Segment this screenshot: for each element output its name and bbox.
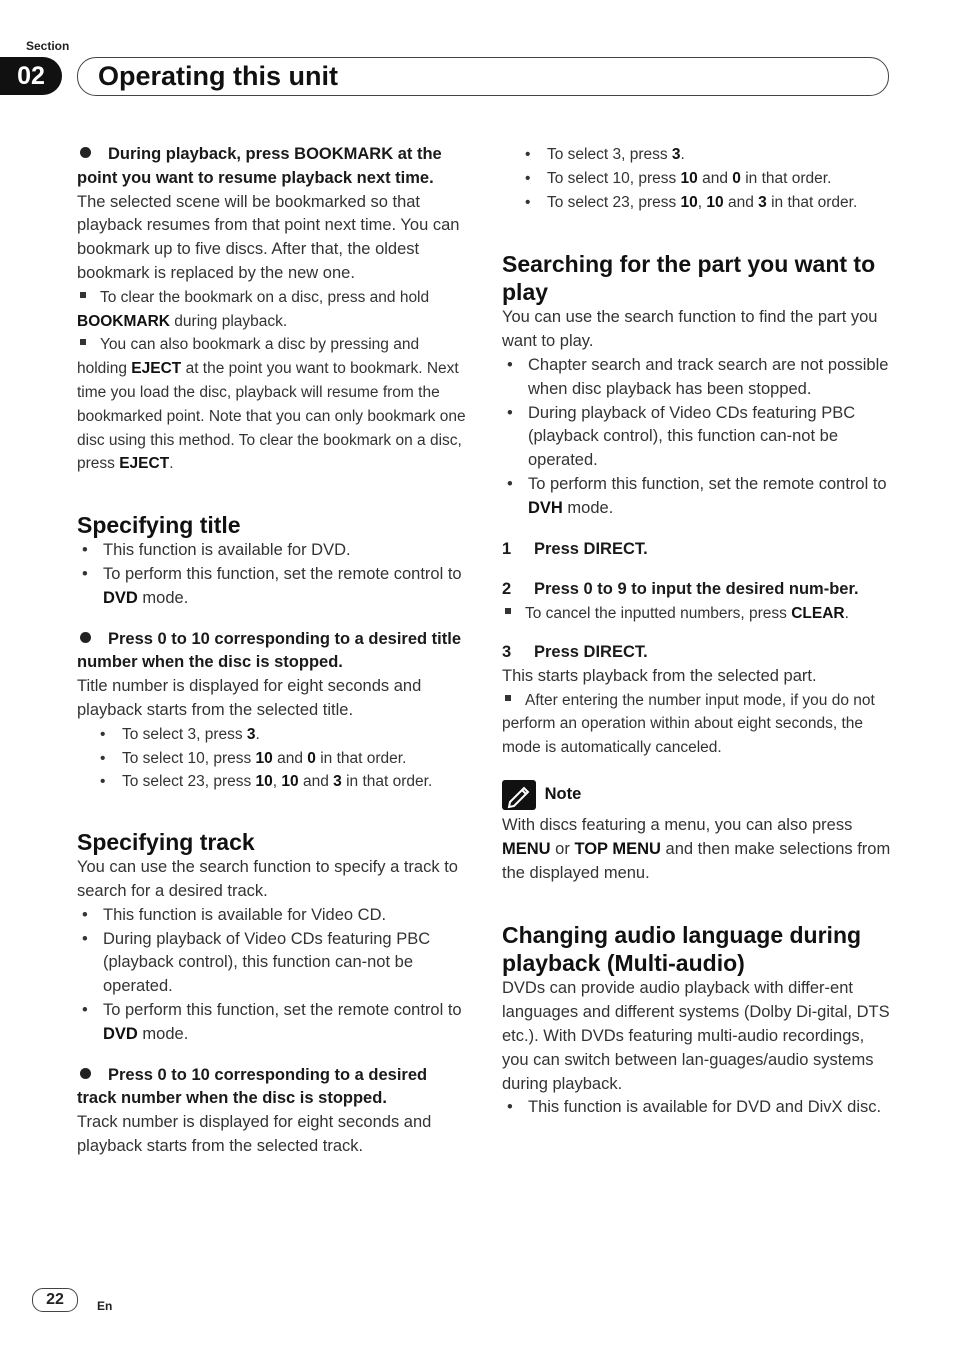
specifying-title-heading: Specifying title [77, 512, 241, 539]
note-body: With discs featuring a menu, you can also press MENU or TOP MENU and then make selections from the displayed menu. [502, 815, 891, 882]
square-bullet-icon [505, 695, 511, 701]
note-pencil-icon [502, 780, 536, 810]
square-bullet-icon [505, 608, 511, 614]
square-bullet-icon [80, 339, 86, 345]
language-label: En [97, 1299, 113, 1313]
bullet-dot-icon [80, 1068, 91, 1079]
track-intro: You can use the search function to specify a track to search for a desired track. [77, 858, 458, 900]
square-bullet-icon [80, 292, 86, 298]
audio-language-heading: Changing audio language during playback (Multi-audio) [502, 922, 862, 977]
step-3-body: This starts playback from the selected part. [502, 666, 817, 685]
step-1: 1 Press DIRECT. [502, 539, 648, 558]
step-2-note: To cancel the inputted numbers, press CLEAR. [502, 602, 894, 626]
list-item: • During playback of Video CDs featuring PBC (playback control), this function can-not be operated. [507, 403, 856, 470]
section-label: Section [26, 39, 70, 53]
track-step-body: Track number is displayed for eight seconds and playback starts from the selected track. [77, 1113, 432, 1155]
list-item: • To perform this function, set the remote control to DVD mode. [82, 564, 462, 607]
bullet-dot-icon [80, 147, 91, 158]
step-2: 2 Press 0 to 9 to input the desired num-ber. [502, 580, 859, 599]
specifying-track-heading: Specifying track [77, 829, 255, 856]
title-step-body: Title number is displayed for eight seconds and playback starts from the selected title. [77, 677, 422, 719]
list-item: • To select 10, press 10 and 0 in that order. [100, 749, 407, 767]
bullet-dot-icon [80, 632, 91, 643]
list-item: • This function is available for Video CD. [82, 905, 387, 924]
note-header [502, 780, 894, 814]
list-item: • To select 3, press 3. [100, 725, 260, 743]
list-item: • To perform this function, set the remote control to DVD mode. [82, 1000, 462, 1043]
searching-heading: Searching for the part you want to play [502, 251, 876, 306]
search-intro: You can use the search function to find the part you want to play. [502, 308, 878, 351]
bookmark-note-1: To clear the bookmark on a disc, press and hold BOOKMARK during playback. [77, 288, 430, 330]
note-label: Note [544, 785, 582, 804]
bookmark-step-heading: During playback, press BOOKMARK at the point you want to resume playback next time. [77, 145, 442, 187]
list-item: • This function is available for DVD and DivX disc. [507, 1098, 882, 1117]
list-item: • During playback of Video CDs featuring PBC (playback control), this function can-not be operated. [82, 929, 431, 996]
section-number-badge: 02 [0, 57, 62, 95]
list-item: • To select 10, press 10 and 0 in that order. [525, 169, 832, 187]
list-item: • To select 3, press 3. [525, 146, 685, 163]
list-item: • Chapter search and track search are not possible when disc playback has been stopped. [507, 355, 889, 398]
step-3: 3 Press DIRECT. [502, 642, 648, 661]
list-item: • To select 23, press 10, 10 and 3 in that order. [525, 193, 858, 211]
left-column [77, 143, 469, 1159]
audio-body: DVDs can provide audio playback with differ-ent languages and different systems (Dolby Di-gital, DTS etc.). With DVDs featuring multi-audio recordings, you can switch between lan-guages/audio systems during playback. [502, 979, 890, 1093]
track-step-heading: Press 0 to 10 corresponding to a desired track number when the disc is stopped. [77, 1065, 428, 1108]
right-column [502, 143, 894, 1120]
step-3-note: After entering the number input mode, if you do not perform an operation within about eight seconds, the mode is automatically canceled. [502, 691, 875, 757]
bookmark-note-2: You can also bookmark a disc by pressing and holding EJECT at the point you want to bookmark. Next time you load the disc, playback will resume from the bookmarked point. Note that you can only bookmark one disc using this method. To clear the bookmark on a disc, press EJECT. [77, 336, 466, 473]
page-number: 22 [32, 1288, 78, 1312]
bookmark-body: The selected scene will be bookmarked so that playback resumes from that point next time. You can bookmark up to five discs. After that, the oldest bookmark is replaced by the new one. [77, 192, 460, 282]
title-step-heading: Press 0 to 10 corresponding to a desired title number when the disc is stopped. [77, 629, 462, 672]
list-item: • To perform this function, set the remote control to DVH mode. [507, 474, 887, 517]
page-title: Operating this unit [98, 61, 338, 91]
list-item: • To select 23, press 10, 10 and 3 in that order. [100, 773, 433, 791]
list-item: • This function is available for DVD. [82, 541, 351, 560]
